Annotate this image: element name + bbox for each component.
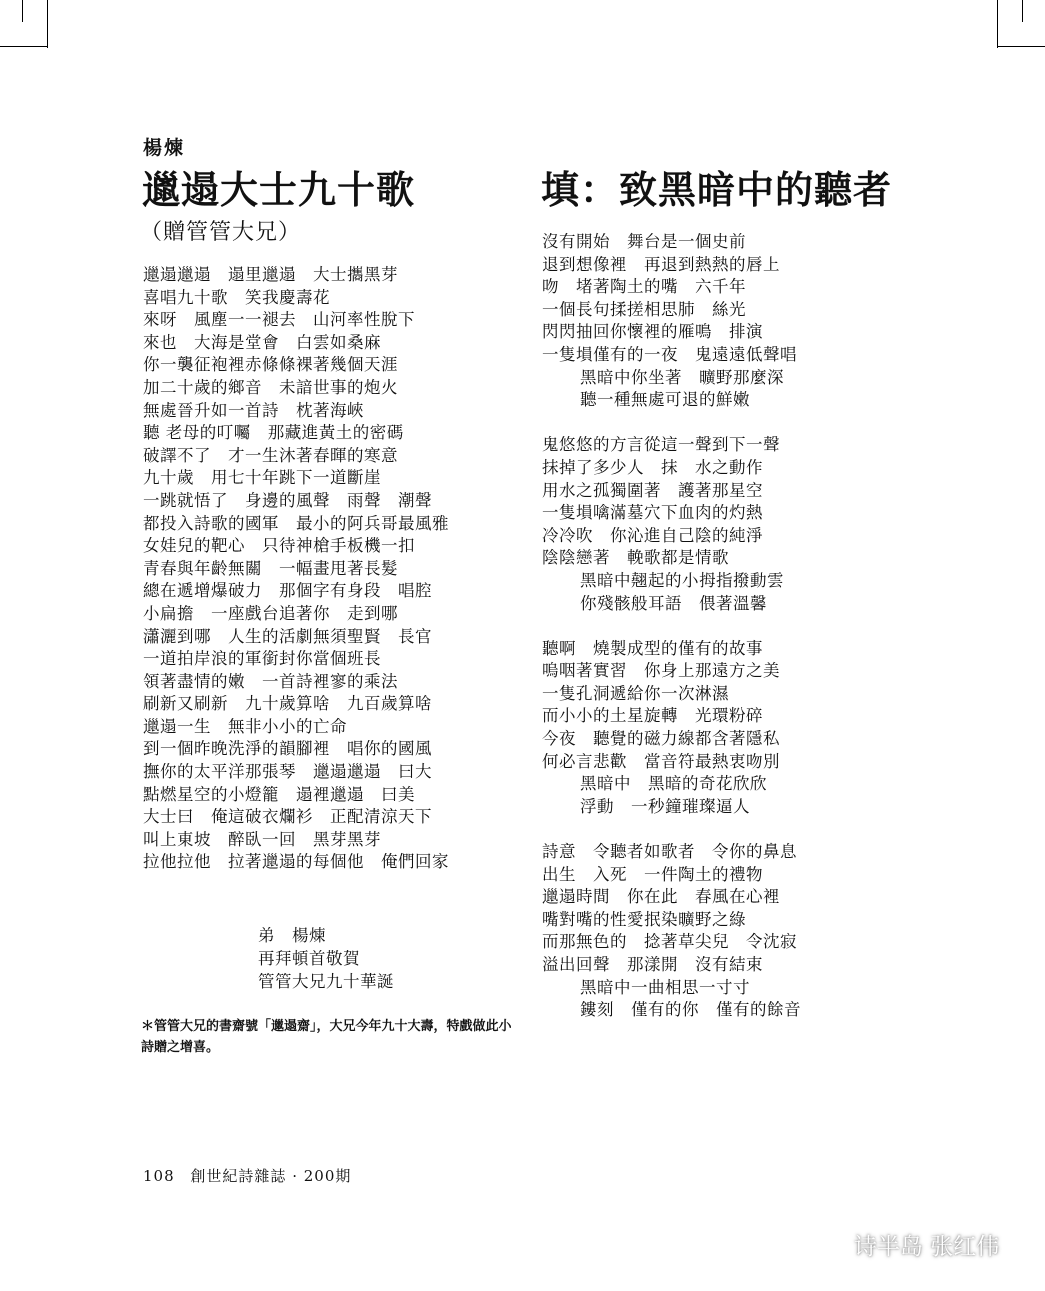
page-number: 108 [143, 1167, 175, 1185]
left-poem-title: 邋遢大士九十歌 [142, 167, 416, 212]
poem-line: 喜唱九十歌 笑我慶壽花 [143, 287, 330, 307]
poem-line: 用水之孤獨圍著 護著那星空 [542, 480, 763, 500]
poem-line: 吻 堵著陶土的嘴 六千年 [542, 277, 746, 297]
poem-line: 聽啊 燒製成型的僅有的故事 [542, 638, 763, 658]
poem-line: 小扁擔 一座戲台追著你 走到哪 [143, 603, 398, 623]
poem-line: 一隻塤僅有的一夜 鬼遠遠低聲唱 [542, 344, 797, 364]
poem-line: 總在遞增爆破力 那個字有身段 唱腔 [143, 581, 432, 601]
signature-line: 再拜頓首敬賀 [258, 949, 360, 968]
poem-line: 嗚咽著實習 你身上那遠方之美 [542, 661, 780, 681]
poem-line: 而那無色的 捻著草尖兒 令沈寂 [542, 932, 797, 952]
poem-line: 拉他拉他 拉著邋遢的每個他 俺們回家 [143, 852, 449, 872]
magazine-name: 創世紀詩雜誌 · 200期 [190, 1167, 352, 1185]
watermark [818, 1228, 999, 1261]
poem-line: 來呀 風塵一一褪去 山河率性脫下 [143, 310, 415, 330]
poem-line: 聽一種無處可退的鮮嫩 [580, 390, 750, 410]
poem-line: 黑暗中你坐著 曠野那麼深 [580, 367, 784, 387]
poem-line: 邋遢時間 你在此 春風在心裡 [542, 887, 780, 907]
crop-mark [1022, 0, 1023, 22]
poem-line: 詩意 令聽者如歌者 令你的鼻息 [542, 842, 797, 862]
signature-line: 弟 楊煉 [258, 926, 326, 945]
poem-line: 一道拍岸浪的軍銜封你當個班長 [143, 649, 381, 669]
poem-line: 青春與年齡無關 一幅畫甩著長髮 [143, 558, 398, 578]
crop-mark [0, 46, 48, 47]
poem-line: 破譯不了 才一生沐著春暉的寒意 [143, 445, 398, 465]
poem-line: 你一襲征袍裡赤條條裸著幾個天涯 [143, 355, 398, 375]
left-poem-subtitle: （贈管管大兄） [140, 220, 302, 245]
poem-line: 聽 老母的叮囑 那藏進黃土的密碼 [143, 423, 404, 443]
poem-line: 女娃兒的靶心 只待神槍手板機一扣 [143, 536, 415, 556]
poem-line: 大士曰 俺這破衣爛衫 正配清涼天下 [143, 807, 432, 827]
stanza-break [542, 818, 801, 841]
poem-line: 嘴對嘴的性愛抿染曠野之綠 [542, 909, 746, 929]
poem-line: 鬼悠悠的方言從這一聲到下一聲 [542, 435, 780, 455]
signature-line: 管管大兄九十華誕 [258, 972, 394, 991]
poem-line: 陰陰戀著 輓歌都是情歌 [542, 548, 729, 568]
crop-mark [22, 0, 23, 22]
crop-mark [997, 46, 1045, 47]
poem-line: 撫你的太平洋那張琴 邋遢邋遢 曰大 [143, 762, 432, 782]
right-poem-title: 填：致黑暗中的聽者 [541, 167, 893, 212]
poem-line: 退到想像裡 再退到熱熱的唇上 [542, 254, 780, 274]
poem-line: 九十歲 用七十年跳下一道斷崖 [143, 468, 381, 488]
wechat-icon [818, 1233, 846, 1257]
poem-line: 何必言悲歡 當音符最熱衷吻別 [542, 751, 780, 771]
stanza-break [542, 615, 801, 638]
poem-line: 到一個昨晚洗淨的韻腳裡 唱你的國風 [143, 739, 432, 759]
poem-line: 瀟灑到哪 人生的活劇無須聖賢 長官 [143, 626, 432, 646]
poem-line: 一個長句揉搓相思肺 絲光 [542, 299, 746, 319]
poem-line: 而小小的土星旋轉 光環粉碎 [542, 706, 763, 726]
left-poem-body [143, 264, 449, 874]
poem-line: 領著盡情的嫩 一首詩裡寥的乘法 [143, 671, 398, 691]
poem-line: 邋遢邋遢 遢里邋遢 大士攜黑芽 [143, 265, 398, 284]
poem-line: 冷冷吹 你沁進自己陰的純淨 [542, 525, 763, 545]
poem-line: 抹掉了多少人 抹 水之動作 [542, 457, 763, 477]
poem-line: 無處晉升如一首詩 枕著海峽 [143, 400, 364, 420]
poem-line: 加二十歲的鄉音 未諳世事的炮火 [143, 377, 398, 397]
author-name: 楊煉 [143, 137, 186, 159]
poem-line: 叫上東坡 醉臥一回 黑芽黑芽 [143, 829, 381, 849]
poem-line: 都投入詩歌的國軍 最小的阿兵哥最風雅 [143, 513, 449, 533]
stanza-break [542, 412, 801, 435]
poem-line: 浮動 一秒鐘璀璨逼人 [580, 796, 750, 816]
right-poem-body [542, 231, 801, 1022]
signature-block [258, 924, 394, 993]
poem-line: 刷新又刷新 九十歲算啥 九百歲算啥 [143, 694, 432, 714]
page-footer [143, 1165, 351, 1186]
footnote: ＊管管大兄的書齋號「邋遢齋」，大兄今年九十大壽，特戲做此小詩贈之增喜。 [141, 1019, 512, 1055]
poem-line: 邋遢一生 無非小小的亡命 [143, 716, 347, 736]
poem-line: 來也 大海是堂會 白雲如桑麻 [143, 332, 381, 352]
poem-line: 黑暗中 黑暗的奇花欣欣 [580, 774, 767, 794]
crop-mark [997, 0, 998, 48]
poem-line: 一隻塤噙滿墓穴下血肉的灼熱 [542, 503, 763, 523]
poem-line: 出生 入死 一件陶土的禮物 [542, 864, 763, 884]
poem-line: 今夜 聽覺的磁力線都含著隱私 [542, 729, 780, 749]
poem-line: 閃閃抽回你懷裡的雁鳴 排演 [542, 322, 763, 342]
poem-line: 你殘骸般耳語 偎著溫馨 [580, 593, 767, 613]
poem-line: 一跳就悟了 身邊的風聲 雨聲 潮聲 [143, 490, 432, 510]
watermark-text: 诗半岛 张红伟 [854, 1234, 1000, 1260]
poem-line: 點燃星空的小燈籠 遢裡邋遢 曰美 [143, 784, 415, 804]
poem-line: 黑暗中一曲相思一寸寸 [580, 977, 750, 997]
poem-line: 沒有開始 舞台是一個史前 [542, 232, 746, 251]
poem-line: 一隻孔洞遞給你一次淋濕 [542, 683, 729, 703]
poem-line: 鏤刻 僅有的你 僅有的餘音 [580, 1000, 801, 1020]
crop-mark [47, 0, 48, 48]
poem-line: 溢出回聲 那漾開 沒有結束 [542, 955, 763, 974]
poem-line: 黑暗中翹起的小拇指撥動雲 [580, 570, 784, 590]
